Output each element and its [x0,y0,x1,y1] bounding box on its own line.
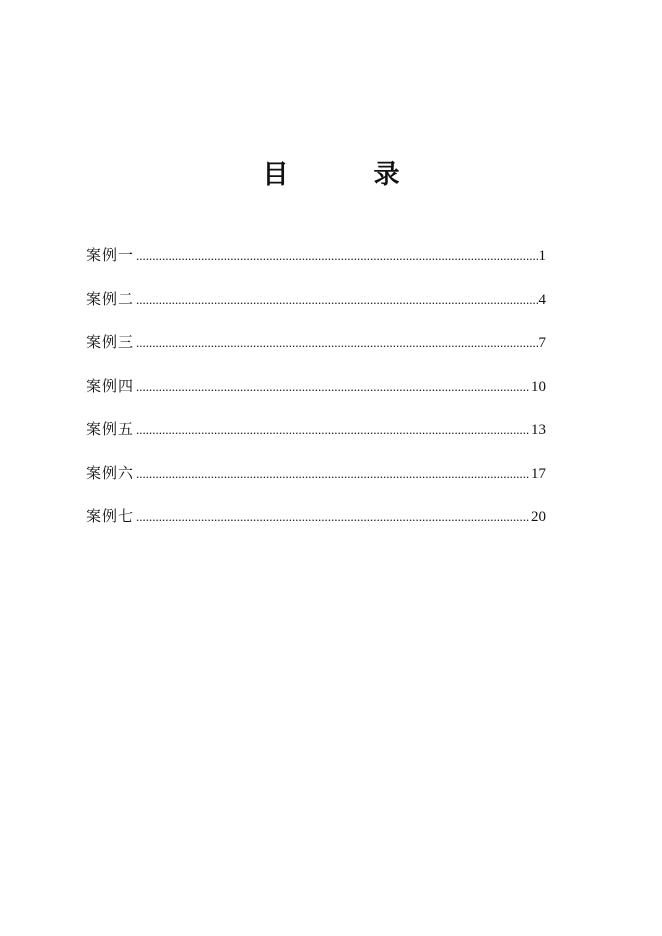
toc-entry-label: 案例三 [86,333,135,351]
toc-entry-label: 案例四 [86,376,135,395]
toc-dot-leader [136,376,530,398]
toc-page-number: 17 [531,465,546,482]
toc-entry-label: 案例一 [86,246,135,264]
toc-entry[interactable] [86,505,546,549]
toc-entry-label: 案例五 [86,420,135,438]
toc-entry-label: 案例七 [86,507,135,525]
toc-entry-label: 案例二 [86,289,135,308]
toc-entry[interactable] [86,244,546,288]
toc-entry[interactable] [86,462,546,506]
toc-entry[interactable] [86,331,546,375]
toc-dot-leader [136,463,530,485]
toc-page-number: 4 [538,291,546,308]
toc-page-number: 20 [531,509,546,525]
toc-dot-leader [136,419,530,441]
toc-entry[interactable] [86,288,546,332]
toc-dot-leader [136,332,537,354]
toc-dot-leader [136,245,537,267]
toc-entry-label: 案例六 [86,463,135,482]
table-of-contents [86,244,546,549]
toc-page-number: 10 [531,378,546,395]
toc-page-number: 7 [538,335,546,351]
page-title: 目 录 [262,160,438,190]
toc-entry[interactable] [86,418,546,462]
toc-page-number: 1 [538,248,546,264]
toc-page-number: 13 [531,422,546,438]
toc-dot-leader [136,289,537,311]
toc-dot-leader [136,506,530,528]
toc-entry[interactable] [86,375,546,419]
